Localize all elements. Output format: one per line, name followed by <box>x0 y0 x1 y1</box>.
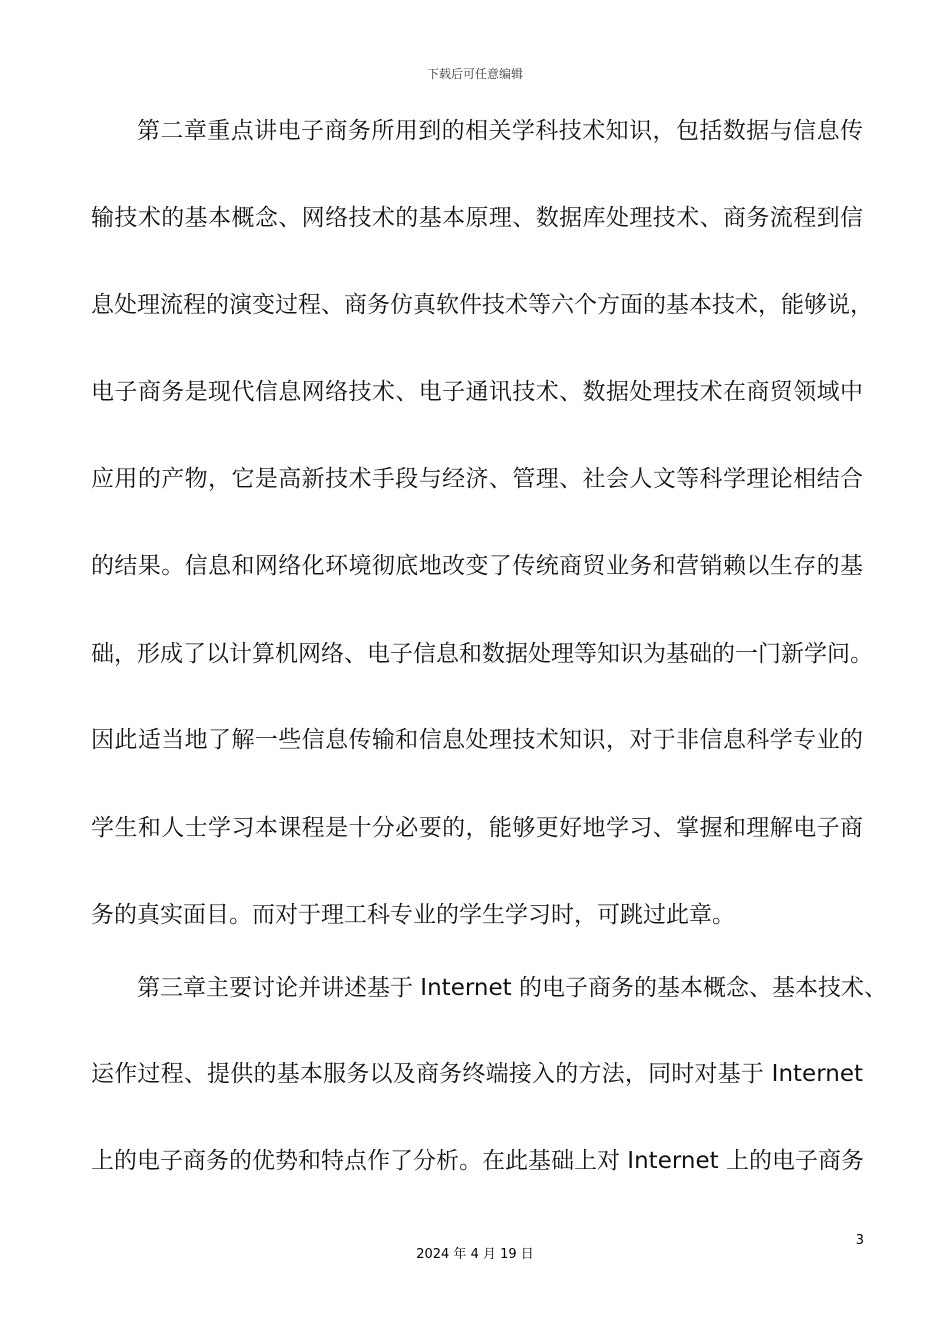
paragraph-line: 运作过程、提供的基本服务以及商务终端接入的方法，同时对基于 Internet <box>91 1061 863 1087</box>
paragraph-line: 的结果。信息和网络化环境彻底地改变了传统商贸业务和营销赖以生存的基 <box>91 553 863 579</box>
paragraph-line: 学生和人士学习本课程是十分必要的，能够更好地学习、掌握和理解电子商 <box>91 815 863 841</box>
paragraph-line: 息处理流程的演变过程、商务仿真软件技术等六个方面的基本技术，能够说， <box>91 292 873 318</box>
paragraph-line: 第三章主要讨论并讲述基于 Internet 的电子商务的基本概念、基本技术、 <box>137 975 887 1001</box>
paragraph-line: 础，形成了以计算机网络、电子信息和数据处理等知识为基础的一门新学问。 <box>91 641 873 667</box>
paragraph-line: 第二章重点讲电子商务所用到的相关学科技术知识，包括数据与信息传 <box>137 118 863 144</box>
paragraph-line: 务的真实面目。而对于理工科专业的学生学习时，可跳过此章。 <box>91 902 735 928</box>
page-number: 3 <box>855 1233 864 1248</box>
paragraph-line: 电子商务是现代信息网络技术、电子通讯技术、数据处理技术在商贸领域中 <box>91 379 863 405</box>
footer-date: 2024 年 4 月 19 日 <box>416 1247 534 1262</box>
paragraph-line: 应用的产物，它是高新技术手段与经济、管理、社会人文等科学理论相结合 <box>91 466 863 492</box>
paragraph-line: 因此适当地了解一些信息传输和信息处理技术知识，对于非信息科学专业的 <box>91 727 863 753</box>
paragraph-line: 输技术的基本概念、网络技术的基本原理、数据库处理技术、商务流程到信 <box>91 205 863 231</box>
page-header-note: 下载后可任意编辑 <box>426 67 523 81</box>
paragraph-line: 上的电子商务的优势和特点作了分析。在此基础上对 Internet 上的电子商务 <box>91 1148 864 1174</box>
